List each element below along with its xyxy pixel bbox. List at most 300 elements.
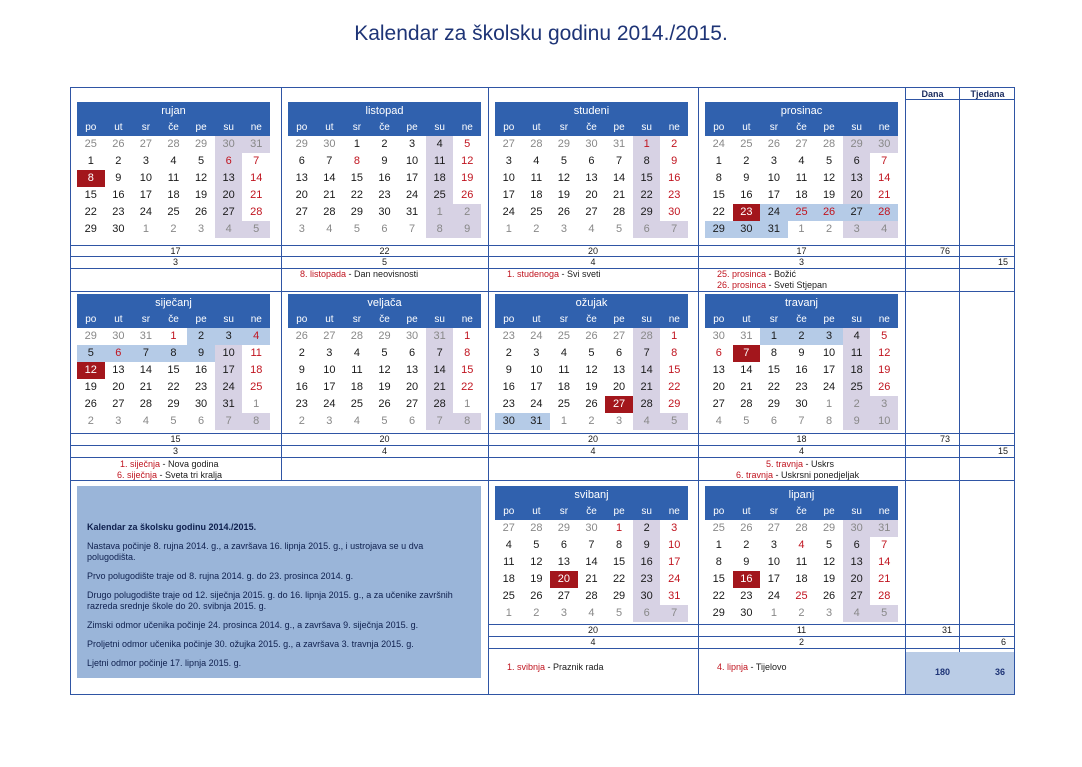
day-cell: 27 (557, 590, 571, 602)
weeks-count: 4 (798, 446, 804, 456)
day-cell: 7 (660, 221, 688, 238)
days-count: 20 (379, 434, 390, 444)
day-cell: 7 (326, 155, 333, 167)
total-weeks: 6 (1001, 637, 1007, 647)
weekday-label: su (851, 314, 862, 325)
day-cell: 28 (426, 396, 454, 413)
day-cell: 5 (660, 413, 688, 430)
weekday-header (495, 504, 688, 520)
day-cell: 31 (740, 330, 753, 342)
day-cell: 6 (715, 347, 722, 359)
day-cell: 26 (767, 138, 781, 150)
day-grid (705, 328, 898, 430)
weekday-label: ne (461, 314, 473, 325)
day-cell: 5 (826, 539, 833, 551)
day-cell: 30 (495, 413, 523, 430)
day-cell: 29 (557, 522, 571, 534)
divider (70, 480, 1015, 481)
days-count: 22 (379, 246, 390, 256)
day-cell: 5 (616, 607, 623, 619)
day-cell: 3 (616, 415, 623, 427)
day-cell: 5 (381, 347, 388, 359)
day-cell: 28 (585, 590, 598, 602)
day-cell: 3 (115, 415, 122, 427)
day-cell: 26 (815, 204, 843, 221)
day-cell: 27 (215, 204, 243, 221)
day-cell: 2 (298, 415, 305, 427)
day-cell: 11 (503, 556, 515, 568)
month-travanj (705, 294, 898, 430)
day-cell: 3 (560, 223, 567, 235)
day-cell: 4 (505, 539, 512, 551)
holiday-note (736, 470, 859, 480)
day-cell: 25 (843, 379, 871, 396)
day-cell: 26 (878, 381, 891, 393)
day-cell: 27 (843, 204, 871, 221)
day-cell: 28 (612, 206, 626, 218)
day-cell: 29 (167, 398, 180, 410)
day-cell: 28 (870, 204, 898, 221)
weekday-label: ne (461, 122, 473, 133)
day-cell: 15 (350, 172, 364, 184)
day-cell: 10 (215, 345, 243, 362)
day-cell: 22 (712, 590, 725, 602)
day-cell: 29 (350, 206, 364, 218)
day-cell: 4 (870, 221, 898, 238)
day-cell: 1 (560, 415, 567, 427)
day-cell: 2 (298, 347, 305, 359)
day-cell: 4 (242, 328, 270, 345)
day-cell: 10 (822, 347, 836, 359)
day-cell: 9 (633, 537, 661, 554)
day-cell: 13 (215, 170, 243, 187)
day-cell: 5 (242, 221, 270, 238)
day-cell: 21 (878, 189, 891, 201)
day-cell: 24 (530, 330, 543, 342)
weekday-label: ne (878, 122, 890, 133)
day-cell: 18 (426, 170, 454, 187)
day-cell: 30 (740, 607, 753, 619)
day-cell: 16 (502, 381, 515, 393)
day-cell: 2 (798, 607, 805, 619)
day-cell: 7 (426, 345, 454, 362)
month-name: studeni (495, 102, 688, 120)
weekday-label: ne (668, 506, 680, 517)
day-cell: 15 (712, 573, 725, 585)
weekday-label: če (586, 506, 597, 517)
day-cell: 2 (505, 347, 512, 359)
weekday-label: ut (325, 314, 334, 325)
day-cell: 12 (557, 172, 571, 184)
weekday-label: pe (613, 314, 625, 325)
weekday-label: sr (559, 122, 569, 133)
weekday-label: ut (742, 314, 751, 325)
day-cell: 30 (585, 522, 598, 534)
weekday-label: če (379, 122, 390, 133)
day-cell: 25 (557, 398, 571, 410)
day-cell: 5 (743, 415, 750, 427)
day-cell: 8 (464, 347, 471, 359)
weekday-label: ut (532, 506, 541, 517)
day-cell: 6 (298, 155, 305, 167)
day-cell: 29 (612, 590, 626, 602)
weekday-label: su (641, 122, 652, 133)
day-cell: 13 (405, 364, 419, 376)
weekday-label: po (296, 314, 308, 325)
day-cell: 23 (112, 206, 125, 218)
total-days: 73 (940, 434, 951, 444)
days-count: 20 (587, 625, 598, 635)
day-cell: 1 (760, 328, 788, 345)
day-cell: 2 (743, 539, 750, 551)
day-cell: 1 (715, 539, 722, 551)
day-cell: 1 (633, 136, 661, 153)
total-days: 31 (942, 625, 953, 635)
day-cell: 1 (826, 398, 833, 410)
day-cell: 20 (405, 381, 419, 393)
day-cell: 2 (843, 396, 871, 413)
holiday-note (300, 269, 418, 279)
divider (70, 457, 1015, 458)
day-cell: 13 (612, 364, 626, 376)
info-line: Nastava počinje 8. rujna 2014. g., a završava 16. lipnja 2015. g., i ustrojava se u dva polugodišta. (87, 541, 424, 562)
day-cell: 25 (740, 138, 753, 150)
day-cell: 1 (671, 330, 678, 342)
day-cell: 27 (502, 522, 515, 534)
weekday-label: po (296, 122, 308, 133)
day-cell: 25 (795, 590, 808, 602)
day-cell: 22 (350, 189, 364, 201)
weekday-label: po (713, 506, 725, 517)
day-cell: 16 (633, 554, 661, 571)
day-cell: 4 (560, 347, 567, 359)
weekday-label: po (713, 122, 725, 133)
month-name: siječanj (77, 294, 270, 312)
day-cell: 24 (323, 398, 336, 410)
day-cell: 4 (142, 415, 149, 427)
day-cell: 8 (242, 413, 270, 430)
day-cell: 21 (585, 573, 598, 585)
day-cell: 4 (633, 413, 661, 430)
month-sijecanj (77, 294, 270, 430)
weekday-label: če (168, 314, 179, 325)
day-cell: 18 (843, 362, 871, 379)
day-cell: 1 (464, 330, 471, 342)
day-cell: 14 (426, 362, 454, 379)
day-cell: 17 (530, 381, 543, 393)
day-cell: 7 (409, 223, 416, 235)
day-cell: 22 (712, 206, 725, 218)
day-cell: 2 (588, 415, 595, 427)
day-cell: 5 (588, 347, 595, 359)
day-cell: 28 (167, 138, 180, 150)
month-prosinac (705, 102, 898, 238)
day-cell: 3 (870, 396, 898, 413)
day-cell: 18 (795, 189, 808, 201)
info-line: Proljetni odmor učenika počinje 30. ožujka 2015. g., a završava 3. travnja 2015. g. (87, 639, 414, 649)
day-cell: 28 (878, 590, 891, 602)
day-cell: 29 (843, 136, 871, 153)
day-cell: 5 (870, 605, 898, 622)
day-cell: 23 (740, 590, 753, 602)
day-cell: 26 (194, 206, 208, 218)
weekday-label: su (641, 506, 652, 517)
day-cell: 26 (557, 206, 571, 218)
day-cell: 4 (588, 223, 595, 235)
day-cell: 4 (533, 155, 540, 167)
day-cell: 2 (826, 223, 833, 235)
day-cell: 6 (633, 605, 661, 622)
day-cell: 7 (633, 345, 661, 362)
day-cell: 31 (870, 520, 898, 537)
day-cell: 22 (767, 381, 781, 393)
day-cell: 24 (530, 398, 543, 410)
day-cell: 30 (215, 136, 243, 153)
day-cell: 16 (194, 364, 208, 376)
holiday-note (507, 269, 601, 279)
holiday-date: 6. siječnja (117, 470, 158, 480)
day-cell: 11 (558, 364, 570, 376)
day-cell: 5 (464, 138, 471, 150)
day-cell: 13 (557, 556, 571, 568)
day-cell: 30 (194, 398, 208, 410)
day-cell: 12 (194, 172, 208, 184)
day-cell: 7 (798, 415, 805, 427)
day-cell: 29 (767, 398, 781, 410)
dana-header: Dana (921, 89, 944, 99)
weeks-count: 4 (590, 637, 596, 647)
divider (959, 87, 960, 695)
divider (70, 291, 1015, 292)
day-cell: 31 (426, 328, 454, 345)
day-cell: 1 (770, 607, 777, 619)
day-cell: 1 (170, 330, 177, 342)
holiday-note (717, 269, 796, 279)
day-cell: 16 (740, 189, 753, 201)
holiday-note (717, 280, 827, 290)
day-cell: 27 (139, 138, 153, 150)
day-cell: 7 (733, 345, 761, 362)
day-cell: 20 (843, 187, 871, 204)
day-cell: 27 (795, 138, 808, 150)
weekday-label: če (168, 122, 179, 133)
day-cell: 25 (502, 590, 515, 602)
weekday-label: su (434, 122, 445, 133)
weekday-label: po (85, 314, 97, 325)
day-cell: 2 (633, 520, 661, 537)
days-count: 18 (796, 434, 807, 444)
day-cell: 18 (557, 381, 571, 393)
weekday-label: pe (406, 122, 418, 133)
day-grid (495, 328, 688, 430)
day-cell: 4 (798, 155, 805, 167)
day-cell: 21 (250, 189, 263, 201)
day-cell: 23 (502, 330, 515, 342)
day-cell: 25 (557, 330, 571, 342)
day-cell: 3 (409, 138, 416, 150)
day-cell: 18 (350, 381, 364, 393)
day-cell: 2 (170, 223, 177, 235)
holiday-note (507, 662, 604, 672)
day-cell: 31 (612, 138, 626, 150)
day-cell: 19 (378, 381, 391, 393)
day-cell: 3 (142, 155, 149, 167)
weekday-label: ut (325, 122, 334, 133)
holiday-name: - Tijelovo (748, 662, 787, 672)
day-cell: 24 (668, 573, 681, 585)
day-cell: 14 (878, 172, 891, 184)
day-cell: 18 (502, 573, 515, 585)
day-cell: 3 (826, 607, 833, 619)
divider (905, 87, 906, 695)
day-cell: 6 (381, 223, 388, 235)
day-cell: 30 (112, 223, 125, 235)
day-cell: 10 (767, 556, 781, 568)
weekday-label: sr (769, 314, 779, 325)
day-cell: 28 (139, 398, 153, 410)
day-cell: 16 (295, 381, 308, 393)
day-cell: 17 (502, 189, 515, 201)
day-cell: 24 (712, 138, 725, 150)
month-name: rujan (77, 102, 270, 120)
holiday-date: 25. prosinca (717, 269, 767, 279)
day-cell: 18 (250, 364, 263, 376)
day-cell: 4 (426, 136, 454, 153)
day-cell: 1 (253, 398, 260, 410)
weekday-label: sr (141, 314, 151, 325)
day-cell: 28 (323, 206, 336, 218)
day-cell: 4 (843, 605, 871, 622)
grand-total-days: 180 (935, 667, 951, 677)
weeks-count: 4 (381, 446, 387, 456)
day-cell: 26 (461, 189, 474, 201)
day-cell: 3 (815, 328, 843, 345)
weekday-label: če (796, 122, 807, 133)
day-cell: 6 (409, 415, 416, 427)
day-cell: 9 (298, 364, 305, 376)
days-count: 17 (796, 246, 807, 256)
weekday-label: po (503, 314, 515, 325)
day-cell: 8 (453, 413, 481, 430)
holiday-date: 1. studenoga (507, 269, 560, 279)
day-cell: 4 (715, 415, 722, 427)
day-cell: 16 (378, 172, 391, 184)
day-cell: 1 (464, 398, 471, 410)
day-grid (495, 136, 688, 238)
day-cell: 7 (215, 413, 243, 430)
weekday-header (495, 120, 688, 136)
day-cell: 9 (671, 155, 678, 167)
holiday-name: - Uskrs (803, 459, 835, 469)
day-cell: 19 (557, 189, 571, 201)
day-cell: 5 (170, 415, 177, 427)
day-cell: 3 (843, 221, 871, 238)
day-cell: 30 (323, 138, 336, 150)
day-cell: 3 (198, 223, 205, 235)
day-cell: 31 (215, 396, 243, 413)
weekday-label: če (796, 314, 807, 325)
weekday-label: ut (114, 122, 123, 133)
day-cell: 20 (843, 571, 871, 588)
day-cell: 7 (253, 155, 260, 167)
day-cell: 19 (461, 172, 474, 184)
day-cell: 9 (453, 221, 481, 238)
day-cell: 15 (167, 364, 180, 376)
weekday-label: ne (668, 122, 680, 133)
day-cell: 31 (523, 413, 551, 430)
day-cell: 12 (822, 556, 836, 568)
day-cell: 31 (405, 206, 419, 218)
day-cell: 15 (461, 364, 474, 376)
day-cell: 17 (668, 556, 681, 568)
day-cell: 6 (198, 415, 205, 427)
day-cell: 4 (353, 415, 360, 427)
day-cell: 17 (139, 189, 153, 201)
month-name: lipanj (705, 486, 898, 504)
day-cell: 3 (770, 155, 777, 167)
day-cell: 28 (530, 138, 543, 150)
weekday-label: po (713, 314, 725, 325)
weekday-label: su (223, 314, 234, 325)
weekday-label: ut (114, 314, 123, 325)
weeks-count: 5 (381, 257, 387, 267)
weekday-header (77, 312, 270, 328)
days-count: 17 (170, 246, 181, 256)
day-cell: 9 (115, 172, 122, 184)
day-cell: 6 (843, 537, 871, 554)
day-cell: 25 (788, 204, 816, 221)
holiday-date: 6. travnja (736, 470, 774, 480)
weekday-label: če (379, 314, 390, 325)
holiday-name: - Dan neovisnosti (346, 269, 419, 279)
day-cell: 15 (612, 556, 626, 568)
divider (488, 648, 1015, 649)
day-cell: 28 (795, 522, 808, 534)
weekday-header (705, 120, 898, 136)
day-cell: 15 (712, 189, 725, 201)
month-studeni (495, 102, 688, 238)
day-cell: 29 (633, 204, 661, 221)
day-cell: 19 (822, 573, 836, 585)
day-cell: 27 (612, 330, 626, 342)
day-cell: 1 (505, 607, 512, 619)
day-cell: 6 (588, 155, 595, 167)
weekday-label: sr (559, 314, 569, 325)
day-cell: 14 (139, 364, 153, 376)
month-name: prosinac (705, 102, 898, 120)
holiday-date: 8. listopada (300, 269, 347, 279)
weeks-count: 2 (798, 637, 804, 647)
day-cell: 11 (530, 172, 543, 184)
day-cell: 4 (353, 347, 360, 359)
day-cell: 24 (405, 189, 419, 201)
grand-total-weeks: 36 (995, 667, 1006, 677)
day-cell: 30 (633, 588, 661, 605)
day-cell: 9 (187, 345, 215, 362)
day-cell: 4 (843, 328, 871, 345)
day-cell: 30 (712, 330, 725, 342)
day-cell: 11 (843, 345, 871, 362)
day-cell: 25 (530, 206, 543, 218)
day-cell: 7 (588, 539, 595, 551)
weekday-label: su (641, 314, 652, 325)
day-cell: 21 (139, 381, 153, 393)
day-cell: 29 (378, 330, 391, 342)
day-cell: 13 (843, 554, 871, 571)
holiday-name: - Sveta tri kralja (157, 470, 223, 480)
month-listopad (288, 102, 481, 238)
day-cell: 19 (84, 381, 97, 393)
